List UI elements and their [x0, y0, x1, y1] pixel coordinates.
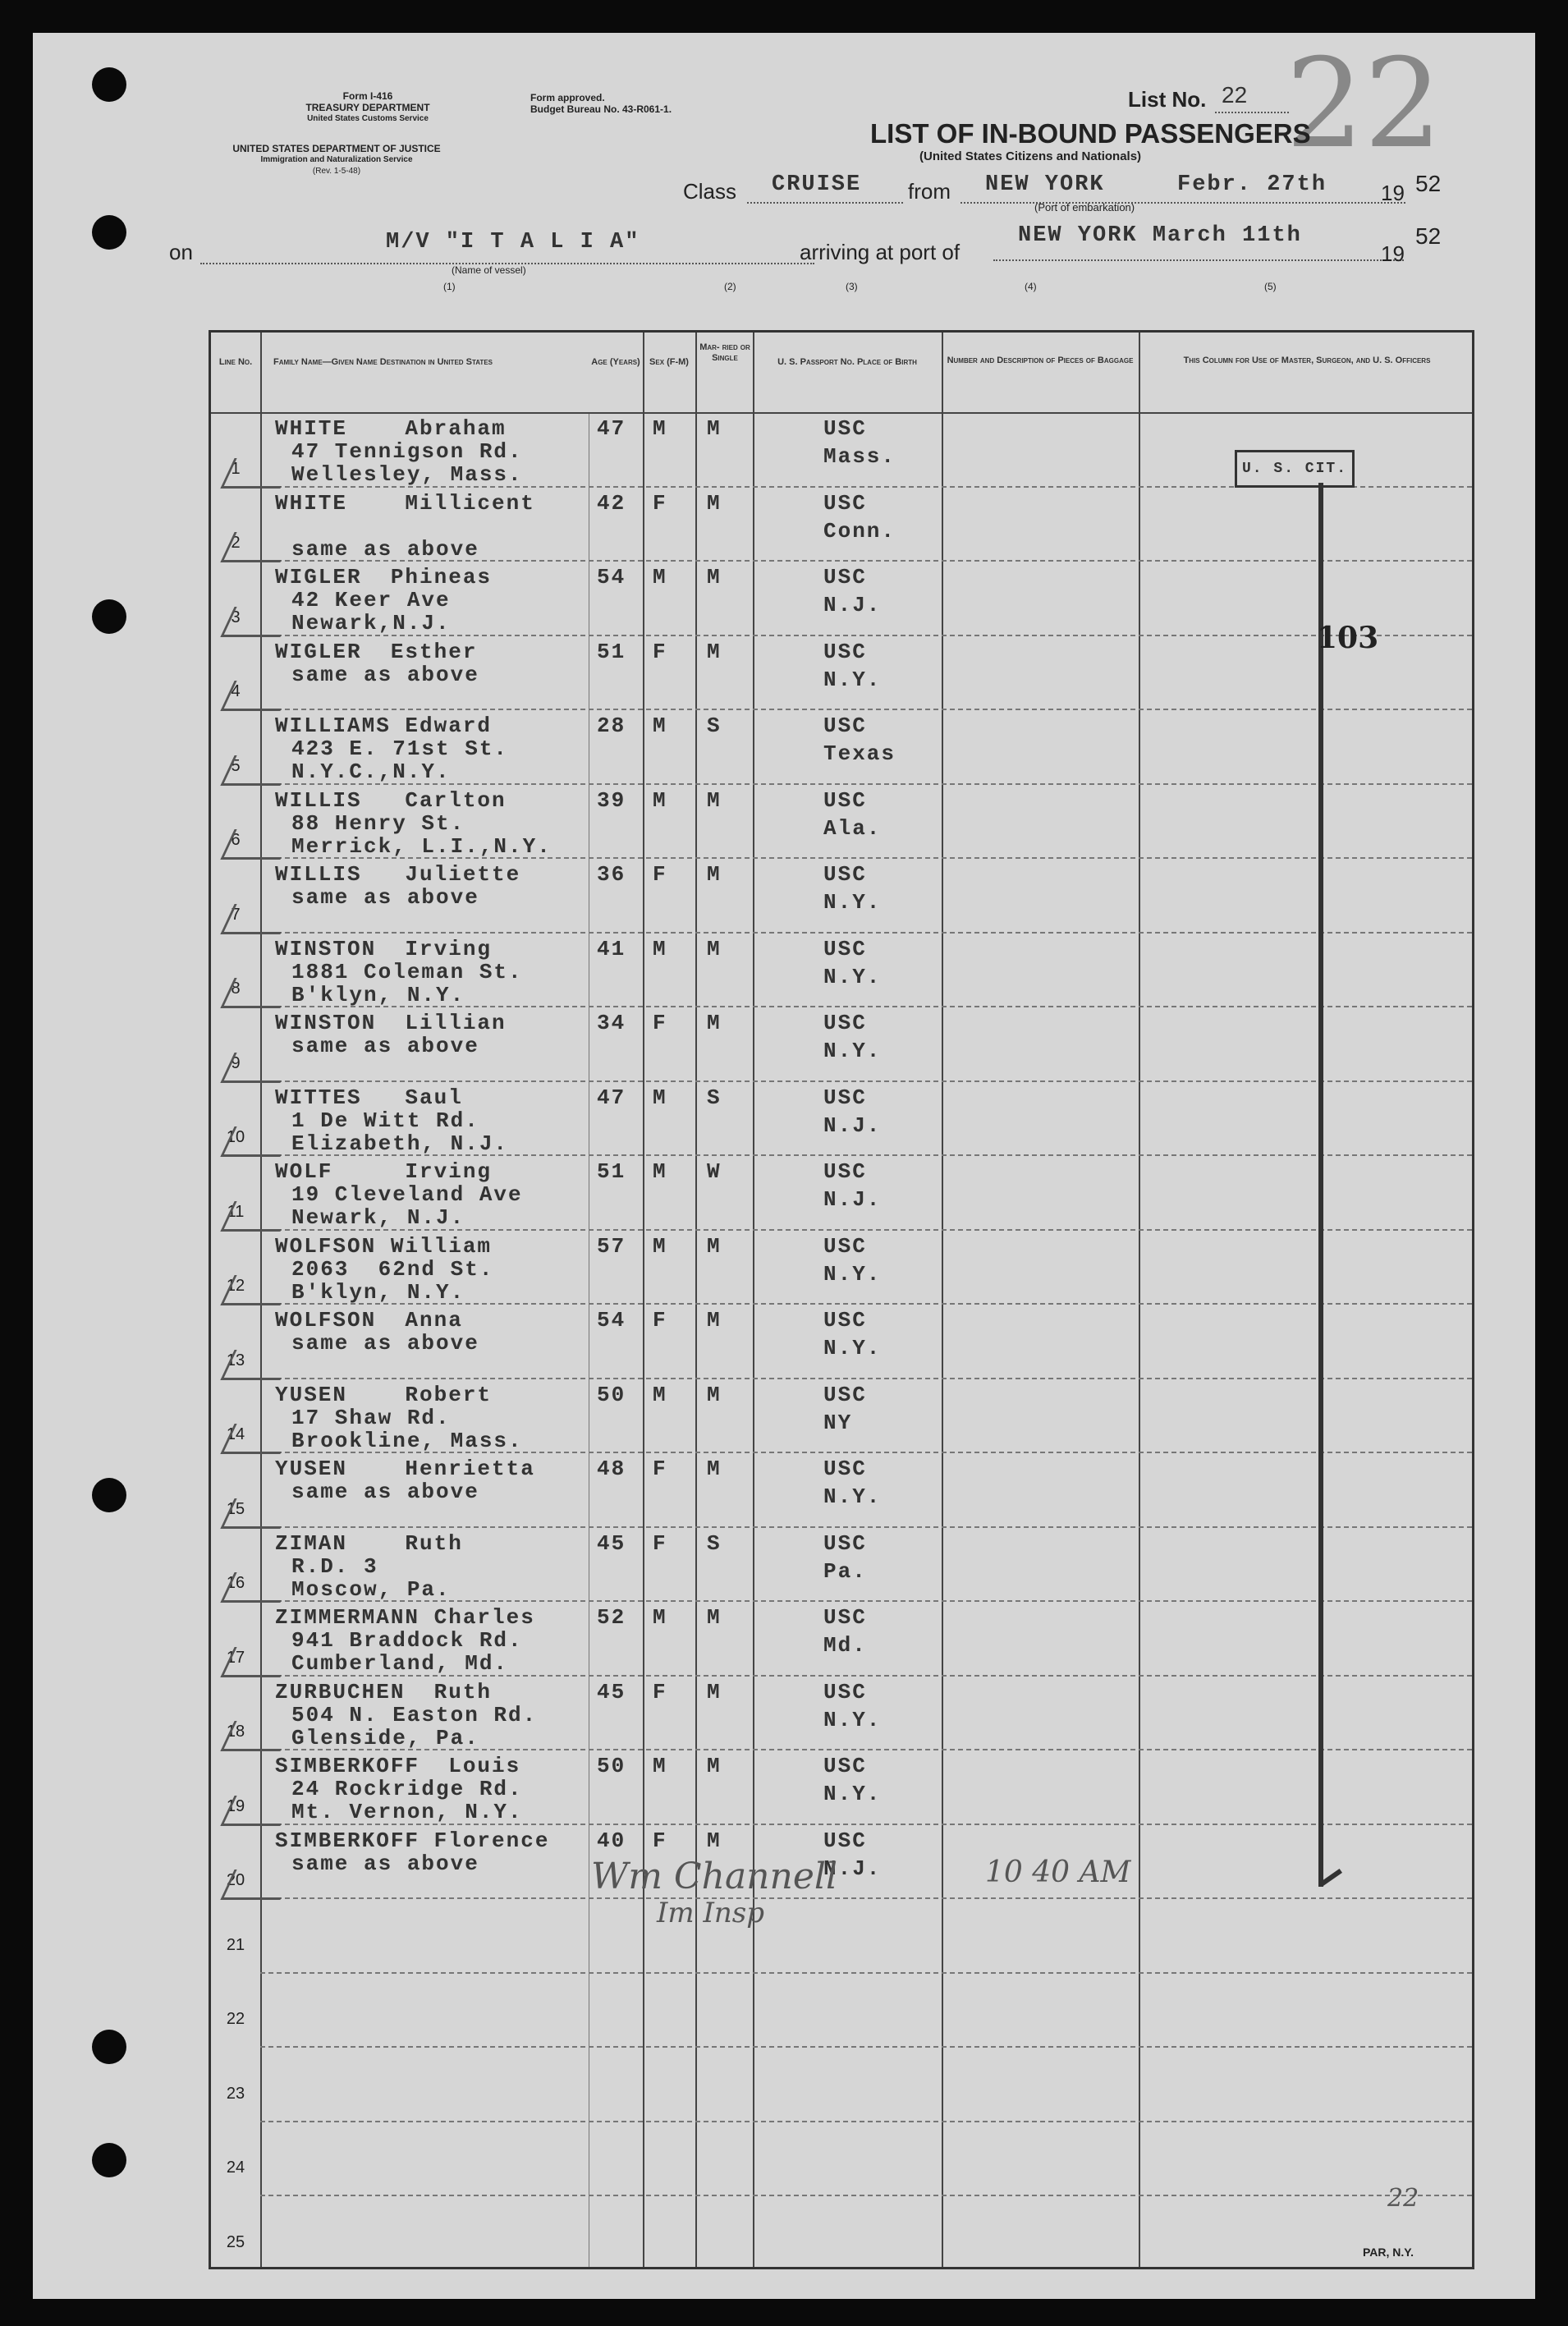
age: 51: [597, 1159, 626, 1184]
empty-row: [211, 1899, 1472, 1974]
passenger-name: WINSTON Irving: [275, 936, 493, 961]
sex: M: [653, 1233, 667, 1259]
marital-status: W: [707, 1159, 722, 1184]
sex: M: [653, 1605, 667, 1630]
punch-hole: [92, 2143, 126, 2177]
passenger-name: WIGLER Esther: [275, 639, 478, 664]
check-mark: [220, 755, 294, 786]
birthplace: N.Y.: [823, 1484, 882, 1509]
address-line-2: B'klyn, N.Y.: [291, 982, 465, 1007]
sex: M: [653, 1085, 667, 1110]
arrival-year-prefix: 19: [1381, 241, 1405, 266]
list-no-value: 22: [1222, 82, 1248, 108]
ins-service: Immigration and Naturalization Service: [260, 155, 413, 164]
age: 28: [597, 713, 626, 738]
sex: F: [653, 1679, 667, 1704]
birthplace: N.J.: [823, 1113, 882, 1138]
check-mark: [220, 607, 294, 637]
header-baggage: Number and Description of Pieces of Baggage: [947, 356, 1134, 365]
birthplace: Texas: [823, 741, 896, 766]
check-mark: [220, 681, 294, 711]
class-line: [747, 202, 903, 204]
check-mark: [220, 904, 294, 934]
table-row: [211, 1007, 1472, 1082]
arrival-year: 52: [1415, 223, 1442, 249]
birthplace: N.Y.: [823, 890, 882, 915]
table-row: [211, 1825, 1472, 1900]
check-mark: [220, 1498, 294, 1529]
list-no-line: [1215, 112, 1289, 113]
age: 54: [597, 1308, 626, 1333]
marital-status: M: [707, 639, 722, 664]
age: 51: [597, 639, 626, 664]
from-line: [961, 202, 1405, 204]
passenger-name: WHITE Millicent: [275, 490, 535, 516]
line-number: 12: [226, 1277, 245, 1295]
age: 45: [597, 1530, 626, 1556]
age: 52: [597, 1605, 626, 1630]
empty-row: [211, 2196, 1472, 2271]
address-line-1: same as above: [291, 885, 479, 910]
address-line-2: N.Y.C.,N.Y.: [291, 759, 451, 784]
birthplace: N.Y.: [823, 1782, 882, 1806]
header-officers: This Column for Use of Master, Surgeon, and U. S. Officers: [1183, 356, 1431, 365]
table-row: [211, 1677, 1472, 1751]
line-number: 7: [231, 905, 241, 924]
passenger-table: [209, 330, 1474, 2269]
sex: M: [653, 416, 667, 441]
punch-hole: [92, 2030, 126, 2064]
from-label: from: [908, 179, 951, 204]
address-line-1: 42 Keer Ave: [291, 588, 451, 612]
vessel-name: M/V "I T A L I A": [386, 230, 640, 255]
passenger-name: WILLIS Carlton: [275, 787, 507, 813]
col-number-2: (2): [724, 281, 736, 292]
table-row: [211, 1082, 1472, 1157]
marital-status: M: [707, 1457, 722, 1481]
check-mark: [220, 532, 294, 562]
address-line-1: same as above: [291, 1034, 479, 1058]
sex: F: [653, 639, 667, 664]
marital-status: M: [707, 1308, 722, 1333]
from-year: 52: [1415, 171, 1442, 196]
table-row: [211, 636, 1472, 711]
address-line-2: Elizabeth, N.J.: [291, 1131, 509, 1156]
sex: F: [653, 490, 667, 516]
marital-status: M: [707, 862, 722, 887]
passenger-name: WILLIS Juliette: [275, 862, 521, 887]
marital-status: M: [707, 565, 722, 590]
from-port: NEW YORK: [985, 172, 1105, 197]
sex: M: [653, 787, 667, 813]
passport: USC: [823, 1605, 867, 1630]
passport: USC: [823, 1828, 867, 1853]
header-sex: Sex (F-M): [649, 357, 689, 367]
birthplace: Mass.: [823, 444, 896, 469]
table-row: [211, 1156, 1472, 1231]
birthplace: Conn.: [823, 518, 896, 544]
passport: USC: [823, 862, 867, 887]
line-number: 6: [231, 831, 241, 849]
header-married: Mar- ried or Single: [699, 342, 750, 363]
check-mark: [220, 1647, 294, 1677]
line-number: 19: [226, 1796, 245, 1815]
passport: USC: [823, 936, 867, 961]
manifest-sheet: [33, 33, 1535, 2299]
age: 47: [597, 1085, 626, 1110]
address-line-2: same as above: [291, 536, 479, 562]
address-line-1: 423 E. 71st St.: [291, 736, 509, 761]
line-number: 24: [226, 2159, 245, 2177]
marital-status: M: [707, 936, 722, 961]
marital-status: M: [707, 1233, 722, 1259]
address-line-1: 17 Shaw Rd.: [291, 1405, 451, 1430]
punch-hole: [92, 67, 126, 102]
age: 50: [597, 1382, 626, 1407]
marital-status: M: [707, 490, 722, 516]
passenger-name: WINSTON Lillian: [275, 1011, 507, 1035]
birthplace: N.Y.: [823, 1261, 882, 1287]
address-line-1: same as above: [291, 1851, 479, 1876]
passenger-name: YUSEN Robert: [275, 1382, 493, 1407]
punch-hole: [92, 599, 126, 634]
from-year-prefix: 19: [1381, 181, 1405, 205]
customs-service: United States Customs Service: [307, 114, 429, 123]
form-number: Form I-416: [342, 90, 393, 102]
address-line-1: 941 Braddock Rd.: [291, 1628, 523, 1653]
address-line-1: same as above: [291, 662, 479, 687]
age: 54: [597, 565, 626, 590]
punch-hole: [92, 215, 126, 250]
on-label: on: [169, 240, 193, 264]
empty-row: [211, 2122, 1472, 2197]
address-line-1: 19 Cleveland Ave: [291, 1182, 523, 1207]
marital-status: S: [707, 1085, 722, 1110]
birthplace: N.J.: [823, 1856, 882, 1881]
corner-mark: 22: [1387, 2184, 1419, 2213]
form-title: LIST OF IN-BOUND PASSENGERS: [870, 118, 1311, 149]
empty-row: [211, 2048, 1472, 2122]
passport: USC: [823, 416, 867, 441]
age: 39: [597, 787, 626, 813]
check-mark: [220, 1424, 294, 1454]
birthplace: Md.: [823, 1633, 867, 1658]
check-mark: [220, 458, 294, 489]
age: 47: [597, 416, 626, 441]
header-passport: U. S. Passport No. Place of Birth: [777, 357, 917, 367]
age: 45: [597, 1679, 626, 1704]
line-number: 20: [226, 1871, 245, 1889]
line-number: 22: [226, 2010, 245, 2028]
address-line-1: R.D. 3: [291, 1553, 378, 1579]
address-line-1: 1881 Coleman St.: [291, 959, 523, 984]
sex: F: [653, 1308, 667, 1333]
check-mark: [220, 1275, 294, 1305]
address-line-2: Brookline, Mass.: [291, 1428, 523, 1453]
age: 40: [597, 1828, 626, 1853]
check-mark: [220, 1796, 294, 1826]
arriving-label: arriving at port of: [800, 240, 961, 264]
passport: USC: [823, 565, 867, 590]
sex: M: [653, 713, 667, 738]
birthplace: N.J.: [823, 593, 882, 617]
age: 41: [597, 936, 626, 961]
age: 34: [597, 1011, 626, 1035]
arrival-port: NEW YORK March 11th: [1018, 223, 1302, 248]
col-number-5: (5): [1264, 281, 1277, 292]
line-number: 5: [231, 756, 241, 775]
line-number: 4: [231, 682, 241, 700]
passenger-name: WIGLER Phineas: [275, 565, 493, 590]
address-line-2: Wellesley, Mass.: [291, 462, 523, 487]
inspector-title: Im Insp: [657, 1897, 765, 1929]
birthplace: N.Y.: [823, 1707, 882, 1732]
passenger-name: WOLF Irving: [275, 1159, 493, 1184]
line-number: 18: [226, 1723, 245, 1741]
line-number: 25: [226, 2232, 245, 2251]
printer-mark: PAR, N.Y.: [1363, 2246, 1414, 2259]
table-row: [211, 1379, 1472, 1454]
col-number-4: (4): [1025, 281, 1037, 292]
sex: F: [653, 1011, 667, 1035]
birthplace: N.Y.: [823, 1039, 882, 1063]
sex: M: [653, 1382, 667, 1407]
class-value: CRUISE: [772, 172, 862, 197]
age: 42: [597, 490, 626, 516]
marital-status: M: [707, 1382, 722, 1407]
sex: F: [653, 1530, 667, 1556]
line-number: 21: [226, 1935, 245, 1954]
passenger-name: WOLFSON William: [275, 1233, 493, 1259]
address-line-2: Newark, N.J.: [291, 1205, 465, 1230]
table-row: [211, 934, 1472, 1008]
table-row: [211, 1231, 1472, 1305]
check-mark: [220, 1350, 294, 1380]
age: 36: [597, 862, 626, 887]
passenger-name: WOLFSON Anna: [275, 1308, 463, 1333]
passenger-name: SIMBERKOFF Florence: [275, 1828, 550, 1853]
address-line-2: Merrick, L.I.,N.Y.: [291, 833, 552, 859]
passport: USC: [823, 1233, 867, 1259]
birthplace: N.Y.: [823, 1336, 882, 1360]
address-line-2: Glenside, Pa.: [291, 1725, 479, 1750]
marital-status: M: [707, 416, 722, 441]
passport: USC: [823, 639, 867, 664]
passenger-name: ZIMAN Ruth: [275, 1530, 463, 1556]
form-subtitle: (United States Citizens and Nationals): [919, 149, 1142, 163]
marital-status: M: [707, 1754, 722, 1778]
address-line-1: same as above: [291, 1480, 479, 1504]
sex: M: [653, 1159, 667, 1184]
line-number: 17: [226, 1648, 245, 1667]
check-mark: [220, 978, 294, 1008]
birthplace: N.J.: [823, 1187, 882, 1212]
address-line-2: B'klyn, N.Y.: [291, 1279, 465, 1305]
passenger-name: YUSEN Henrietta: [275, 1457, 535, 1481]
passenger-name: WITTES Saul: [275, 1085, 463, 1110]
marital-status: M: [707, 1605, 722, 1630]
line-number: 13: [226, 1351, 245, 1369]
table-row: [211, 1528, 1472, 1603]
table-row: [211, 859, 1472, 934]
birthplace: N.Y.: [823, 667, 882, 692]
header-age: Age (Years): [591, 357, 640, 367]
empty-row: [211, 1974, 1472, 2048]
vessel-caption: (Name of vessel): [452, 264, 526, 276]
address-line-2: Moscow, Pa.: [291, 1576, 451, 1602]
check-mark: [220, 1053, 294, 1083]
line-number: 2: [231, 534, 241, 552]
table-row: [211, 1602, 1472, 1677]
table-row: [211, 1750, 1472, 1825]
line-number: 10: [226, 1128, 245, 1146]
col-number-1: (1): [443, 281, 456, 292]
passport: USC: [823, 713, 867, 738]
list-no-label: List No.: [1128, 87, 1207, 112]
passport: USC: [823, 1754, 867, 1778]
line-number: 16: [226, 1574, 245, 1592]
passenger-name: WILLIAMS Edward: [275, 713, 493, 738]
passport: USC: [823, 1011, 867, 1035]
sex: M: [653, 1754, 667, 1778]
address-line-2: Newark,N.J.: [291, 611, 451, 635]
birthplace: Ala.: [823, 815, 882, 841]
marital-status: M: [707, 1011, 722, 1035]
passenger-name: SIMBERKOFF Louis: [275, 1754, 521, 1778]
line-number: 14: [226, 1425, 245, 1443]
passport: USC: [823, 1530, 867, 1556]
birthplace: Pa.: [823, 1558, 867, 1584]
birthplace: NY: [823, 1410, 853, 1435]
rev-date: (Rev. 1-5-48): [312, 167, 361, 176]
port-caption: (Port of embarkation): [1034, 201, 1135, 213]
passport: USC: [823, 1679, 867, 1704]
passport: USC: [823, 490, 867, 516]
address-line-1: 2063 62nd St.: [291, 1256, 494, 1282]
address-line-1: 47 Tennigson Rd.: [291, 439, 523, 464]
table-row: [211, 710, 1472, 785]
col-number-3: (3): [846, 281, 858, 292]
bracket-line: [1318, 483, 1323, 1887]
punch-hole: [92, 1478, 126, 1512]
check-mark: [220, 1126, 294, 1157]
treasury-dept: TREASURY DEPARTMENT: [305, 102, 430, 113]
passport: USC: [823, 1382, 867, 1407]
age: 48: [597, 1457, 626, 1481]
marital-status: M: [707, 787, 722, 813]
age: 50: [597, 1754, 626, 1778]
check-mark: [220, 1721, 294, 1751]
table-row: [211, 785, 1472, 860]
table-row: [211, 562, 1472, 636]
passport: USC: [823, 787, 867, 813]
line-number: 23: [226, 2084, 245, 2103]
budget-bureau: Budget Bureau No. 43-R061-1.: [530, 103, 672, 115]
line-number: 15: [226, 1499, 245, 1518]
line-number: 3: [231, 608, 241, 626]
sex: M: [653, 936, 667, 961]
passenger-count: 103: [1317, 621, 1379, 655]
address-line-1: 1 De Witt Rd.: [291, 1108, 479, 1133]
line-number: 9: [231, 1053, 241, 1072]
line-number: 8: [231, 979, 241, 998]
line-number: 11: [227, 1202, 245, 1221]
passport: USC: [823, 1159, 867, 1184]
table-row: [211, 1453, 1472, 1528]
sex: F: [653, 862, 667, 887]
passenger-name: ZURBUCHEN Ruth: [275, 1679, 493, 1704]
birthplace: N.Y.: [823, 964, 882, 989]
inspector-signature: Wm Channell: [591, 1856, 838, 1897]
address-line-1: 504 N. Easton Rd.: [291, 1702, 538, 1727]
address-line-2: Mt. Vernon, N.Y.: [291, 1800, 523, 1824]
line-number: 1: [231, 459, 241, 478]
check-mark: [220, 829, 294, 860]
address-line-1: 24 Rockridge Rd.: [291, 1777, 523, 1801]
justice-dept: UNITED STATES DEPARTMENT OF JUSTICE: [232, 143, 441, 154]
class-label: Class: [683, 179, 737, 204]
marital-status: S: [707, 713, 722, 738]
us-cit-stamp: U. S. CIT.: [1235, 450, 1355, 488]
check-mark: [220, 1572, 294, 1603]
inspection-time: 10 40 AM: [985, 1856, 1131, 1889]
marital-status: M: [707, 1679, 722, 1704]
passport: USC: [823, 1308, 867, 1333]
arrival-line: [993, 259, 1404, 261]
sex: F: [653, 1457, 667, 1481]
passenger-name: ZIMMERMANN Charles: [275, 1605, 535, 1630]
marital-status: S: [707, 1530, 722, 1556]
sex: M: [653, 565, 667, 590]
table-row: [211, 488, 1472, 562]
passport: USC: [823, 1457, 867, 1481]
address-line-1: same as above: [291, 1331, 479, 1356]
large-list-number: 22: [1286, 33, 1442, 176]
passenger-name: WHITE Abraham: [275, 416, 507, 441]
sex: F: [653, 1828, 667, 1853]
check-mark: [220, 1201, 294, 1232]
check-mark: [220, 1870, 294, 1900]
form-approved: Form approved.: [530, 92, 605, 103]
from-date: Febr. 27th: [1177, 172, 1327, 197]
passport: USC: [823, 1085, 867, 1110]
address-line-2: Cumberland, Md.: [291, 1651, 509, 1676]
age: 57: [597, 1233, 626, 1259]
table-row: [211, 1305, 1472, 1379]
marital-status: M: [707, 1828, 722, 1853]
header-name: Family Name—Given Name Destination in United States: [273, 357, 493, 367]
header-line-no: Line No.: [218, 357, 253, 367]
address-line-1: 88 Henry St.: [291, 810, 465, 836]
